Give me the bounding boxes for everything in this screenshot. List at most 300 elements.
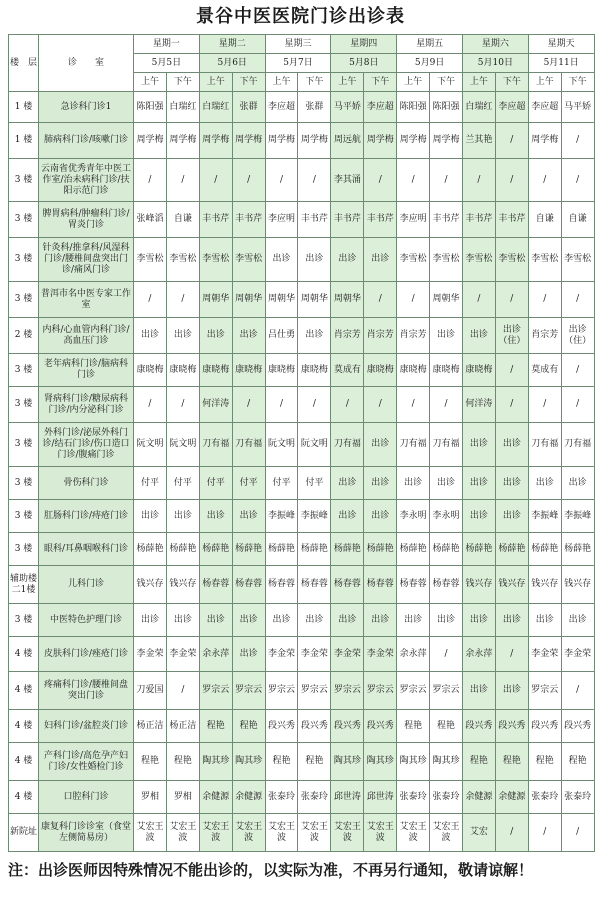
doctor-cell: 莫成有 bbox=[528, 354, 561, 387]
table-row bbox=[9, 814, 595, 852]
doctor-cell: / bbox=[561, 123, 594, 159]
doctor-cell: 阮文明 bbox=[166, 423, 199, 467]
doctor-cell: 出诊 bbox=[364, 238, 397, 282]
doctor-cell: 出诊 bbox=[232, 318, 265, 354]
doctor-cell: 程艳 bbox=[430, 710, 463, 743]
doctor-cell: / bbox=[561, 354, 594, 387]
doctor-cell: / bbox=[364, 387, 397, 423]
doctor-cell: 罗宗云 bbox=[265, 672, 298, 710]
doctor-cell: 李雪松 bbox=[232, 238, 265, 282]
dept-cell: 脾胃病科/肿瘤科门诊/胃炎门诊 bbox=[39, 202, 134, 238]
doctor-cell: 李金荣 bbox=[331, 637, 364, 672]
doctor-cell: 张峰滔 bbox=[134, 202, 167, 238]
doctor-cell: 周学梅 bbox=[232, 123, 265, 159]
doctor-cell: 罗相 bbox=[134, 781, 167, 814]
doctor-cell: / bbox=[528, 814, 561, 852]
doctor-cell: 余健源 bbox=[495, 781, 528, 814]
weekday-header-row bbox=[9, 35, 595, 54]
date-header: 5月11日 bbox=[528, 54, 594, 73]
doctor-cell: 出诊 bbox=[561, 604, 594, 637]
doctor-cell: 出诊 bbox=[331, 500, 364, 533]
doctor-cell: 陶其珍 bbox=[364, 743, 397, 781]
floor-cell: 4 楼 bbox=[9, 637, 39, 672]
doctor-cell: 肖宗芳 bbox=[364, 318, 397, 354]
doctor-cell: / bbox=[495, 814, 528, 852]
doctor-cell: / bbox=[134, 159, 167, 202]
doctor-cell: 杨春蓉 bbox=[331, 566, 364, 604]
doctor-cell: 杨正洁 bbox=[166, 710, 199, 743]
doctor-cell: 李雪松 bbox=[134, 238, 167, 282]
doctor-cell: 程艳 bbox=[298, 743, 331, 781]
doctor-cell: 付平 bbox=[298, 467, 331, 500]
doctor-cell: 程艳 bbox=[199, 710, 232, 743]
floor-cell: 3 楼 bbox=[9, 354, 39, 387]
dept-cell: 外科门诊/泌尿外科门诊/结石门诊/伤口造口门诊/腹痛门诊 bbox=[39, 423, 134, 467]
doctor-cell: 周朝华 bbox=[199, 282, 232, 318]
doctor-cell: 杨春蓉 bbox=[298, 566, 331, 604]
doctor-cell: / bbox=[528, 159, 561, 202]
doctor-cell: / bbox=[561, 814, 594, 852]
doctor-cell: 邱世涛 bbox=[331, 781, 364, 814]
floor-cell: 3 楼 bbox=[9, 282, 39, 318]
doctor-cell: / bbox=[495, 354, 528, 387]
doctor-cell: 陈阳强 bbox=[134, 92, 167, 123]
floor-cell: 2 楼 bbox=[9, 318, 39, 354]
doctor-cell: 出诊 bbox=[430, 604, 463, 637]
table-row bbox=[9, 467, 595, 500]
doctor-cell: / bbox=[232, 387, 265, 423]
floor-cell: 1 楼 bbox=[9, 123, 39, 159]
doctor-cell: 周学梅 bbox=[364, 123, 397, 159]
doctor-cell: 杨薛艳 bbox=[265, 533, 298, 566]
table-row bbox=[9, 159, 595, 202]
doctor-cell: 出诊 bbox=[199, 500, 232, 533]
doctor-cell: 付平 bbox=[166, 467, 199, 500]
doctor-cell: 张泰玲 bbox=[561, 781, 594, 814]
doctor-cell: 出诊 bbox=[331, 467, 364, 500]
dept-cell: 肺病科门诊/咳嗽门诊 bbox=[39, 123, 134, 159]
doctor-cell: 自谦 bbox=[166, 202, 199, 238]
doctor-cell: 钱兴存 bbox=[495, 566, 528, 604]
doctor-cell: 钱兴存 bbox=[134, 566, 167, 604]
doctor-cell: 丰书芹 bbox=[495, 202, 528, 238]
date-header: 5月5日 bbox=[134, 54, 200, 73]
doctor-cell: 段兴秀 bbox=[364, 710, 397, 743]
doctor-cell: 出诊 bbox=[430, 467, 463, 500]
doctor-cell: 出诊 bbox=[561, 467, 594, 500]
doctor-cell: 杨春蓉 bbox=[265, 566, 298, 604]
doctor-cell: 杨薛艳 bbox=[364, 533, 397, 566]
doctor-cell: 李应超 bbox=[528, 92, 561, 123]
doctor-cell: / bbox=[331, 387, 364, 423]
doctor-cell: 李应超 bbox=[265, 92, 298, 123]
doctor-cell: / bbox=[298, 387, 331, 423]
doctor-cell: 杨薛艳 bbox=[397, 533, 430, 566]
doctor-cell: 白瑞红 bbox=[462, 92, 495, 123]
date-header: 5月7日 bbox=[265, 54, 331, 73]
doctor-cell: 出诊 bbox=[232, 500, 265, 533]
doctor-cell: / bbox=[561, 672, 594, 710]
doctor-cell: / bbox=[397, 282, 430, 318]
dept-cell: 中医特色护理门诊 bbox=[39, 604, 134, 637]
doctor-cell: 余永萍 bbox=[462, 637, 495, 672]
doctor-cell: 段兴秀 bbox=[462, 710, 495, 743]
doctor-cell: 杨春蓉 bbox=[430, 566, 463, 604]
doctor-cell: 陶其珍 bbox=[331, 743, 364, 781]
pm-header: 下午 bbox=[561, 73, 594, 92]
dept-cell: 皮肤科门诊/痤疮门诊 bbox=[39, 637, 134, 672]
doctor-cell: / bbox=[430, 159, 463, 202]
doctor-cell: 李金荣 bbox=[364, 637, 397, 672]
table-row bbox=[9, 318, 595, 354]
doctor-cell: 出诊 bbox=[134, 500, 167, 533]
doctor-cell: / bbox=[298, 159, 331, 202]
doctor-cell: 出诊 bbox=[462, 423, 495, 467]
doctor-cell: 余永萍 bbox=[199, 637, 232, 672]
table-row bbox=[9, 533, 595, 566]
table-row bbox=[9, 202, 595, 238]
doctor-cell: 周朝华 bbox=[265, 282, 298, 318]
doctor-cell: 李雪松 bbox=[528, 238, 561, 282]
doctor-cell: 康晓梅 bbox=[298, 354, 331, 387]
doctor-cell: / bbox=[166, 672, 199, 710]
floor-cell: 新院址 bbox=[9, 814, 39, 852]
doctor-cell: / bbox=[495, 123, 528, 159]
doctor-cell: / bbox=[166, 282, 199, 318]
doctor-cell: / bbox=[397, 387, 430, 423]
doctor-cell: 程艳 bbox=[134, 743, 167, 781]
doctor-cell: 出诊 bbox=[265, 238, 298, 282]
am-header: 上午 bbox=[397, 73, 430, 92]
floor-cell: 辅助楼二1楼 bbox=[9, 566, 39, 604]
doctor-cell: 康晓梅 bbox=[364, 354, 397, 387]
doctor-cell: 段兴秀 bbox=[495, 710, 528, 743]
doctor-cell: 丰书芹 bbox=[331, 202, 364, 238]
doctor-cell: 周学梅 bbox=[134, 123, 167, 159]
doctor-cell: 罗宗云 bbox=[298, 672, 331, 710]
doctor-cell: 罗宗云 bbox=[331, 672, 364, 710]
doctor-cell: / bbox=[495, 282, 528, 318]
doctor-cell: 杨薛艳 bbox=[331, 533, 364, 566]
date-header: 5月10日 bbox=[462, 54, 528, 73]
doctor-cell: 康晓梅 bbox=[265, 354, 298, 387]
table-row bbox=[9, 423, 595, 467]
doctor-cell: / bbox=[462, 282, 495, 318]
dept-header: 诊 室 bbox=[39, 35, 134, 92]
doctor-cell: 出诊 bbox=[528, 604, 561, 637]
doctor-cell: 艾宏王波 bbox=[430, 814, 463, 852]
doctor-cell: 出诊 bbox=[528, 467, 561, 500]
floor-cell: 3 楼 bbox=[9, 500, 39, 533]
doctor-cell: 阮文明 bbox=[298, 423, 331, 467]
doctor-cell: 刀有福 bbox=[430, 423, 463, 467]
doctor-cell: 李金荣 bbox=[134, 637, 167, 672]
doctor-cell: 杨薛艳 bbox=[561, 533, 594, 566]
doctor-cell: / bbox=[528, 387, 561, 423]
doctor-cell: 程艳 bbox=[462, 743, 495, 781]
pm-header: 下午 bbox=[166, 73, 199, 92]
dept-cell: 妇科门诊/盆腔炎门诊 bbox=[39, 710, 134, 743]
doctor-cell: 陈阳强 bbox=[430, 92, 463, 123]
doctor-cell: 出诊 bbox=[495, 423, 528, 467]
doctor-cell: 李金荣 bbox=[561, 637, 594, 672]
doctor-cell: 张泰玲 bbox=[298, 781, 331, 814]
doctor-cell: 丰书芹 bbox=[462, 202, 495, 238]
table-row bbox=[9, 387, 595, 423]
doctor-cell: 段兴秀 bbox=[265, 710, 298, 743]
doctor-cell: 李金荣 bbox=[166, 637, 199, 672]
doctor-cell: 马平娇 bbox=[331, 92, 364, 123]
doctor-cell: / bbox=[364, 159, 397, 202]
doctor-cell: 余健源 bbox=[199, 781, 232, 814]
doctor-cell: 刀有福 bbox=[397, 423, 430, 467]
weekday-header: 星期四 bbox=[331, 35, 397, 54]
doctor-cell: 付平 bbox=[134, 467, 167, 500]
doctor-cell: / bbox=[199, 159, 232, 202]
doctor-cell: 兰其艳 bbox=[462, 123, 495, 159]
doctor-cell: / bbox=[134, 387, 167, 423]
doctor-cell: 康晓梅 bbox=[134, 354, 167, 387]
dept-cell: 骨伤科门诊 bbox=[39, 467, 134, 500]
doctor-cell: 张群 bbox=[232, 92, 265, 123]
doctor-cell: 刀有福 bbox=[331, 423, 364, 467]
floor-cell: 3 楼 bbox=[9, 604, 39, 637]
doctor-cell: 艾宏王波 bbox=[364, 814, 397, 852]
doctor-cell: 钱兴存 bbox=[166, 566, 199, 604]
doctor-cell: 李雪松 bbox=[495, 238, 528, 282]
dept-cell: 疼痛科门诊/腰椎间盘突出门诊 bbox=[39, 672, 134, 710]
doctor-cell: 出诊 bbox=[462, 604, 495, 637]
doctor-cell: 出诊 bbox=[232, 604, 265, 637]
doctor-cell: 程艳 bbox=[561, 743, 594, 781]
doctor-cell: 杨薛艳 bbox=[166, 533, 199, 566]
doctor-cell: 康晓梅 bbox=[199, 354, 232, 387]
floor-cell: 4 楼 bbox=[9, 672, 39, 710]
dept-cell: 产科门诊/高危孕产妇门诊/女性婚检门诊 bbox=[39, 743, 134, 781]
doctor-cell: 段兴秀 bbox=[528, 710, 561, 743]
doctor-cell: 李振峰 bbox=[265, 500, 298, 533]
table-row bbox=[9, 238, 595, 282]
am-header: 上午 bbox=[528, 73, 561, 92]
doctor-cell: 出诊 bbox=[364, 467, 397, 500]
doctor-cell: 杨正洁 bbox=[134, 710, 167, 743]
doctor-cell: 出诊 bbox=[364, 604, 397, 637]
pm-header: 下午 bbox=[232, 73, 265, 92]
doctor-cell: 付平 bbox=[265, 467, 298, 500]
table-row bbox=[9, 710, 595, 743]
doctor-cell: 李应超 bbox=[364, 92, 397, 123]
doctor-cell: 莫成有 bbox=[331, 354, 364, 387]
doctor-cell: 刀有福 bbox=[232, 423, 265, 467]
doctor-cell: 艾宏王波 bbox=[265, 814, 298, 852]
doctor-cell: 丰书芹 bbox=[232, 202, 265, 238]
table-row bbox=[9, 500, 595, 533]
doctor-cell: 杨春蓉 bbox=[232, 566, 265, 604]
doctor-cell: 出诊 bbox=[166, 318, 199, 354]
doctor-cell: 出诊 bbox=[331, 238, 364, 282]
doctor-cell: 周学梅 bbox=[430, 123, 463, 159]
floor-cell: 3 楼 bbox=[9, 467, 39, 500]
doctor-cell: 段兴秀 bbox=[331, 710, 364, 743]
floor-cell: 4 楼 bbox=[9, 710, 39, 743]
doctor-cell: 白瑞红 bbox=[199, 92, 232, 123]
dept-cell: 眼科/耳鼻咽喉科门诊 bbox=[39, 533, 134, 566]
doctor-cell: 杨薛艳 bbox=[528, 533, 561, 566]
doctor-cell: 周朝华 bbox=[331, 282, 364, 318]
doctor-cell: 罗宗云 bbox=[364, 672, 397, 710]
doctor-cell: 出诊 bbox=[495, 604, 528, 637]
weekday-header: 星期六 bbox=[462, 35, 528, 54]
floor-cell: 4 楼 bbox=[9, 781, 39, 814]
doctor-cell: 艾宏 bbox=[462, 814, 495, 852]
table-row bbox=[9, 743, 595, 781]
doctor-cell: 余健源 bbox=[232, 781, 265, 814]
doctor-cell: 付平 bbox=[199, 467, 232, 500]
doctor-cell: 周学梅 bbox=[298, 123, 331, 159]
doctor-cell: 罗宗云 bbox=[430, 672, 463, 710]
doctor-cell: / bbox=[495, 159, 528, 202]
doctor-cell: / bbox=[561, 159, 594, 202]
doctor-cell: / bbox=[166, 159, 199, 202]
doctor-cell: 出诊 bbox=[462, 467, 495, 500]
doctor-cell: 李应超 bbox=[495, 92, 528, 123]
doctor-cell: 杨薛艳 bbox=[232, 533, 265, 566]
doctor-cell: 罗宗云 bbox=[528, 672, 561, 710]
doctor-cell: 康晓梅 bbox=[397, 354, 430, 387]
doctor-cell: 丰书芹 bbox=[430, 202, 463, 238]
doctor-cell: 艾宏王波 bbox=[232, 814, 265, 852]
doctor-cell: / bbox=[430, 387, 463, 423]
doctor-cell: 出诊 bbox=[364, 423, 397, 467]
doctor-cell: 段兴秀 bbox=[561, 710, 594, 743]
doctor-cell: 出诊 bbox=[462, 318, 495, 354]
doctor-cell: 余永萍 bbox=[397, 637, 430, 672]
doctor-cell: 康晓梅 bbox=[166, 354, 199, 387]
doctor-cell: 李雪松 bbox=[561, 238, 594, 282]
doctor-cell: 周学梅 bbox=[199, 123, 232, 159]
doctor-cell: 周学梅 bbox=[397, 123, 430, 159]
doctor-cell: / bbox=[462, 159, 495, 202]
weekday-header: 星期天 bbox=[528, 35, 594, 54]
dept-cell: 肾病科门诊/糖尿病科门诊/内分泌科门诊 bbox=[39, 387, 134, 423]
floor-cell: 1 楼 bbox=[9, 92, 39, 123]
doctor-cell: 艾宏王波 bbox=[134, 814, 167, 852]
doctor-cell: 出诊 bbox=[298, 318, 331, 354]
doctor-cell: 李应明 bbox=[265, 202, 298, 238]
doctor-cell: 李其涌 bbox=[331, 159, 364, 202]
doctor-cell: 陶其珍 bbox=[397, 743, 430, 781]
doctor-cell: 出诊 bbox=[331, 604, 364, 637]
doctor-cell: / bbox=[265, 159, 298, 202]
doctor-cell: 李永明 bbox=[430, 500, 463, 533]
table-row bbox=[9, 92, 595, 123]
doctor-cell: 出诊 bbox=[199, 318, 232, 354]
weekday-header: 星期一 bbox=[134, 35, 200, 54]
doctor-cell: 出诊 bbox=[495, 500, 528, 533]
table-row bbox=[9, 566, 595, 604]
table-row bbox=[9, 604, 595, 637]
table-row bbox=[9, 672, 595, 710]
doctor-cell: 陈阳强 bbox=[397, 92, 430, 123]
doctor-cell: 白瑞红 bbox=[166, 92, 199, 123]
doctor-cell: 何洋涛 bbox=[462, 387, 495, 423]
floor-cell: 3 楼 bbox=[9, 238, 39, 282]
doctor-cell: 自谦 bbox=[561, 202, 594, 238]
table-row bbox=[9, 637, 595, 672]
date-header: 5月6日 bbox=[199, 54, 265, 73]
doctor-cell: 出诊 bbox=[134, 604, 167, 637]
dept-cell: 内科/心血管内科门诊/高血压门诊 bbox=[39, 318, 134, 354]
doctor-cell: 周学梅 bbox=[166, 123, 199, 159]
doctor-cell: 周学梅 bbox=[528, 123, 561, 159]
doctor-cell: 出诊 bbox=[134, 318, 167, 354]
doctor-cell: 肖宗芳 bbox=[528, 318, 561, 354]
doctor-cell: / bbox=[397, 159, 430, 202]
floor-cell: 3 楼 bbox=[9, 202, 39, 238]
doctor-cell: 艾宏王波 bbox=[199, 814, 232, 852]
doctor-cell: 钱兴存 bbox=[462, 566, 495, 604]
doctor-cell: 张泰玲 bbox=[528, 781, 561, 814]
doctor-cell: 李应明 bbox=[397, 202, 430, 238]
doctor-cell: 张泰玲 bbox=[265, 781, 298, 814]
doctor-cell: / bbox=[364, 282, 397, 318]
pm-header: 下午 bbox=[495, 73, 528, 92]
schedule-table bbox=[8, 34, 595, 852]
doctor-cell: 出诊 bbox=[430, 318, 463, 354]
floor-cell: 3 楼 bbox=[9, 387, 39, 423]
doctor-cell: 李金荣 bbox=[528, 637, 561, 672]
table-row bbox=[9, 123, 595, 159]
pm-header: 下午 bbox=[430, 73, 463, 92]
doctor-cell: 程艳 bbox=[265, 743, 298, 781]
doctor-cell: 出诊 bbox=[298, 238, 331, 282]
footer-note: 注：出诊医师因特殊情况不能出诊的，以实际为准，不再另行通知，敬请谅解！ bbox=[8, 861, 534, 879]
doctor-cell: 吕仕勇 bbox=[265, 318, 298, 354]
dept-cell: 云南省优秀青年中医工作室/治未病科门诊/扶阳示范门诊 bbox=[39, 159, 134, 202]
doctor-cell: 出诊 bbox=[232, 637, 265, 672]
doctor-cell: 出诊 bbox=[199, 604, 232, 637]
doctor-cell: 出诊（住） bbox=[495, 318, 528, 354]
doctor-cell: 陶其珍 bbox=[232, 743, 265, 781]
doctor-cell: 丰书芹 bbox=[199, 202, 232, 238]
doctor-cell: 出诊 bbox=[397, 604, 430, 637]
doctor-cell: 李雪松 bbox=[397, 238, 430, 282]
doctor-cell: 张群 bbox=[298, 92, 331, 123]
table-row bbox=[9, 282, 595, 318]
doctor-cell: 丰书芹 bbox=[298, 202, 331, 238]
doctor-cell: 杨春蓉 bbox=[397, 566, 430, 604]
doctor-cell: 李振峰 bbox=[561, 500, 594, 533]
am-header: 上午 bbox=[265, 73, 298, 92]
doctor-cell: 刀有福 bbox=[528, 423, 561, 467]
dept-cell: 肛肠科门诊/痔疮门诊 bbox=[39, 500, 134, 533]
doctor-cell: 出诊 bbox=[166, 604, 199, 637]
doctor-cell: 程艳 bbox=[528, 743, 561, 781]
date-header: 5月8日 bbox=[331, 54, 397, 73]
doctor-cell: 李振峰 bbox=[298, 500, 331, 533]
doctor-cell: 余健源 bbox=[462, 781, 495, 814]
doctor-cell: 李雪松 bbox=[166, 238, 199, 282]
doctor-cell: 李金荣 bbox=[298, 637, 331, 672]
weekday-header: 星期五 bbox=[397, 35, 463, 54]
doctor-cell: / bbox=[495, 637, 528, 672]
doctor-cell: 刀有福 bbox=[199, 423, 232, 467]
dept-cell: 口腔科门诊 bbox=[39, 781, 134, 814]
floor-cell: 4 楼 bbox=[9, 743, 39, 781]
doctor-cell: / bbox=[166, 387, 199, 423]
floor-cell: 3 楼 bbox=[9, 159, 39, 202]
doctor-cell: 程艳 bbox=[166, 743, 199, 781]
